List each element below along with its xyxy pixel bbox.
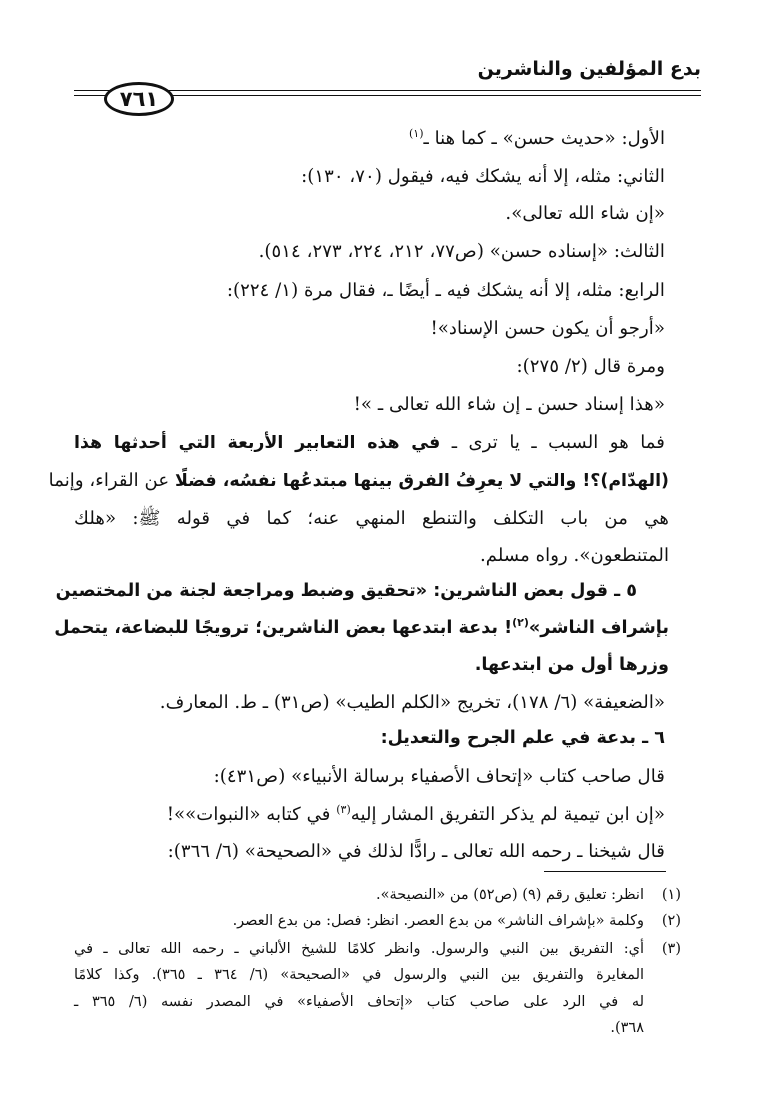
body-line [48,468,669,494]
footnote-number: (٢) [661,913,681,929]
footnote-text: أي: التفريق بين النبي والرسول. وانظر كلامًا للشيخ الألباني ـ رحمه الله تعالى ـ في [74,941,644,957]
body-line: «الضعيفة» (٦/ ١٧٨)، تخريج «الكلم الطيب» (ص٣١) ـ ط. المعارف. [159,692,665,713]
footnote-ref-1: (١) [408,126,424,140]
body-line: الثالث: «إسناده حسن» (ص٧٧، ٢١٢، ٢٢٤، ٢٧٣، ٥١٤). [258,241,665,262]
body-text: بإشراف الناشر» [528,618,669,638]
body-line [167,802,665,828]
body-line: الثاني: مثله، إلا أنه يشكك فيه، فيقول (٧٠، ١٣٠): [301,166,665,187]
body-text: فما هو السبب ـ يا ترى ـ [440,432,665,453]
body-text: ! بدعة ابتدعها بعض الناشرين؛ ترويجًا للبضاعة، يتحمل [54,618,513,638]
footnote-text: وكلمة «بإشراف الناشر» من بدع العصر. انظر: فصل: من بدع العصر. [232,913,644,929]
body-line: وزرها أول من ابتدعها. [474,655,669,675]
emphasis-text: (الهدّام)؟! والتي لا يعرِفُ الفرق بينها مبتدعُها نفسُه، فضلًا [174,471,669,491]
footnote-number: (١) [661,887,681,903]
footnote-text: له في الرد على صاحب كتاب «إتحاف الأصفياء» في المصدر نفسه (٦/ ٣٦٥ ـ [74,994,645,1010]
emphasis-text: في هذه التعابير الأربعة التي أحدثها هذا [74,433,441,453]
body-text: في كتابه «النبوات»»! [166,804,337,825]
body-line [409,126,665,152]
footnote-separator [544,871,666,872]
body-line: قال صاحب كتاب «إتحاف الأصفياء برسالة الأنبياء» (ص٤٣١): [213,766,665,787]
footnote-text: المغايرة والتفريق بين النبي والرسول في «الصحيحة» (٦/ ٣٦٤ ـ ٣٦٥). وكذا كلامًا [74,967,645,983]
body-line: «أرجو أن يكون حسن الإسناد»! [430,318,665,339]
footnote-ref-3: (٣) [336,802,351,816]
footnote-ref-2: (٢) [512,616,529,630]
body-line: «إن شاء الله تعالى». [505,203,665,224]
footnote-text: انظر: تعليق رقم (٩) (ص٥٢) من «النصيحة». [376,887,644,903]
body-line: ومرة قال (٢/ ٢٧٥): [516,356,665,377]
section-heading-6: ٦ ـ بدعة في علم الجرح والتعديل: [380,728,665,748]
body-line [54,615,669,641]
page-number-badge [104,82,174,116]
body-line: هي من باب التكلف والتنطع المنهي عنه؛ كما في قوله ﷺ: «هلك [74,508,669,529]
body-line: قال شيخنا ـ رحمه الله تعالى ـ رادًّا لذلك في «الصحيحة» (٦/ ٣٦٦): [167,841,665,862]
footnote-text: ٣٦٨). [610,1020,644,1036]
body-line: «هذا إسناد حسن ـ إن شاء الله تعالى ـ »! [353,394,665,415]
body-line: الرابع: مثله، إلا أنه يشكك فيه ـ أيضًا ـ، فقال مرة (١/ ٢٢٤): [226,280,665,301]
running-title: بدع المؤلفين والناشرين [477,58,701,80]
body-text: الأول: «حديث حسن» ـ كما هنا ـ [423,128,665,149]
body-text: «إن ابن تيمية لم يذكر التفريق المشار إليه [350,804,665,825]
section-heading-5: ٥ ـ قول بعض الناشرين: «تحقيق وضبط ومراجعة لجنة من المختصين [55,581,637,601]
page-number: ٧٦١ [119,86,159,111]
footnote-number: (٣) [661,941,681,957]
body-line [74,430,665,456]
body-line: المتنطعون». رواه مسلم. [479,545,669,566]
body-text: عن القراء، وإنما [48,470,175,491]
